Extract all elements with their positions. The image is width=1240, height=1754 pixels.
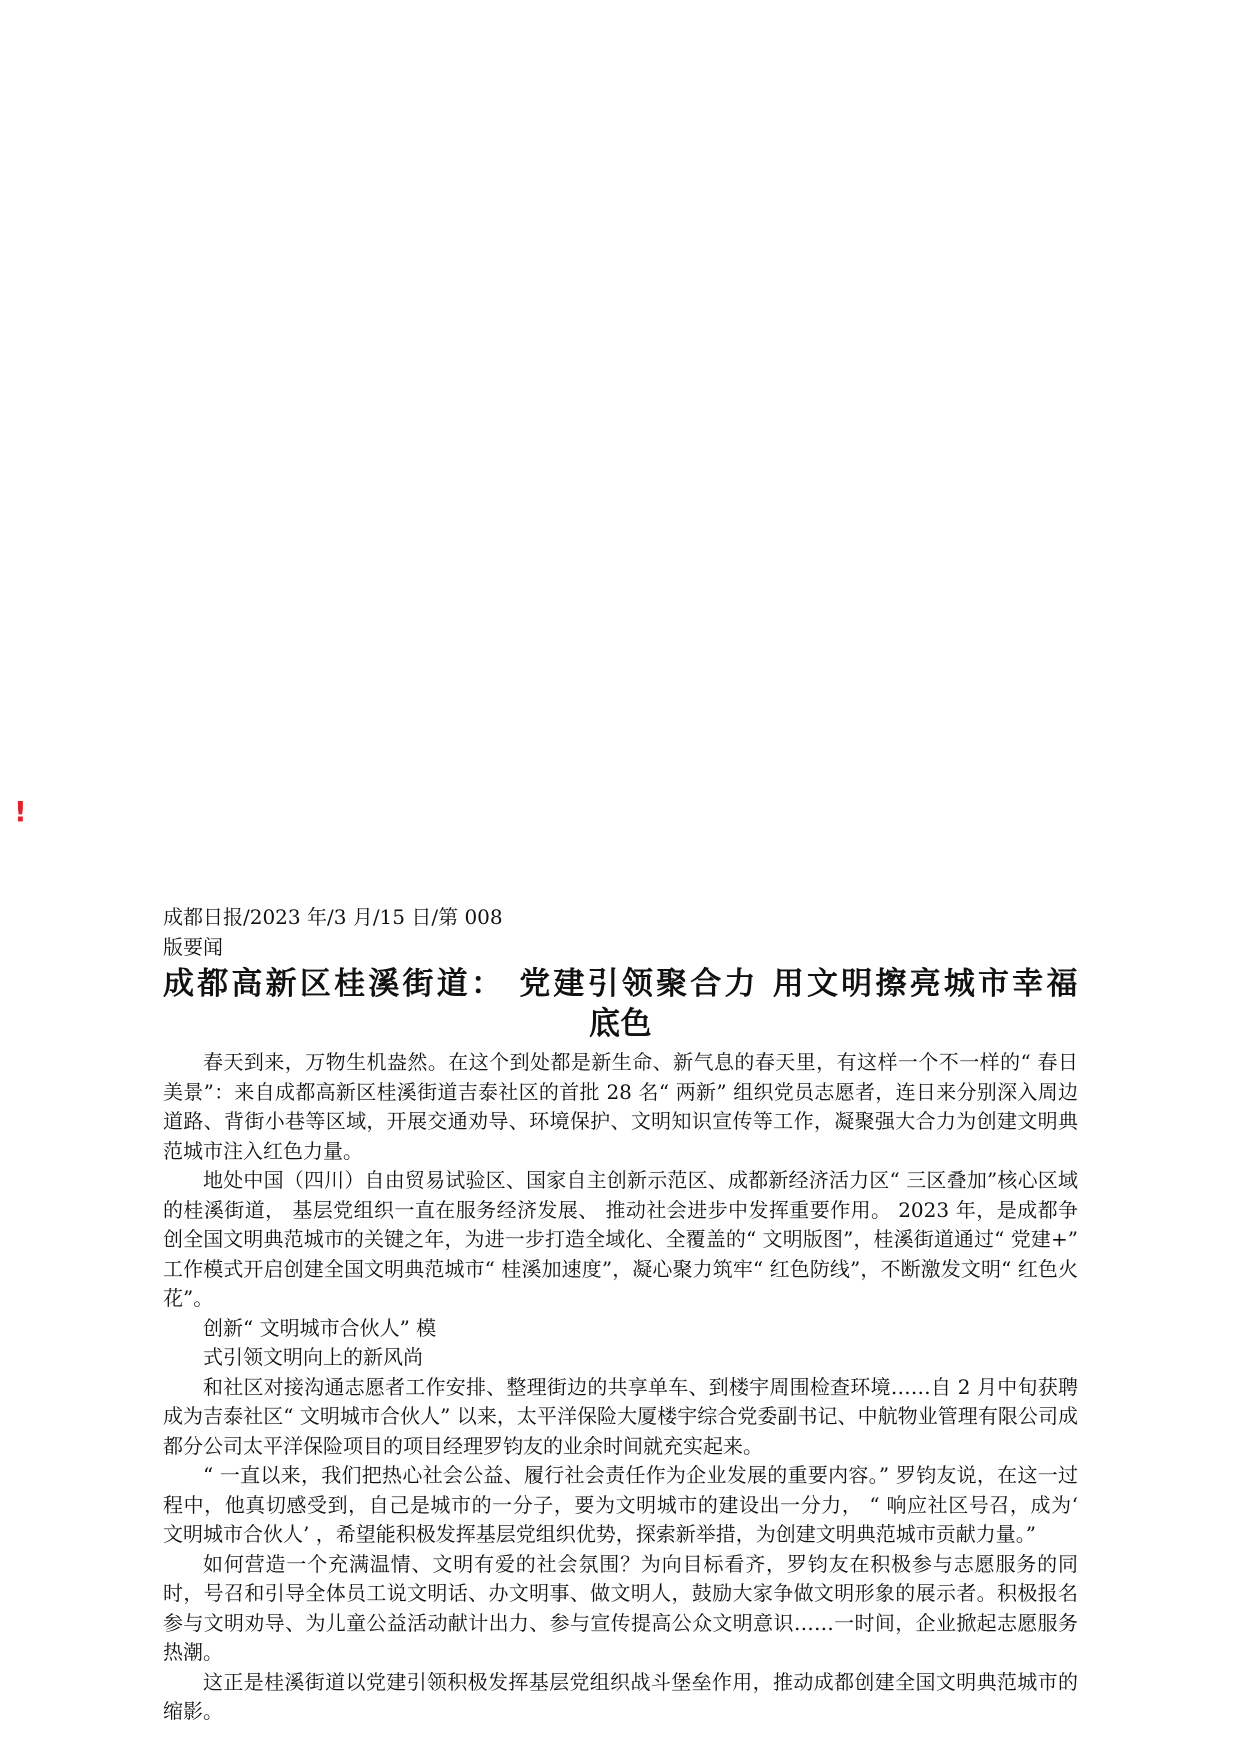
title-line-1: 成都高新区桂溪街道： 党建引领聚合力 用文明擦亮城市幸福 xyxy=(163,966,1078,1002)
article-body xyxy=(163,1048,1078,1727)
article-meta xyxy=(163,902,1078,962)
paragraph: 和社区对接沟通志愿者工作安排、整理街边的共享单车、到楼宇周围检查环境……自 2 月中旬获聘成为吉泰社区“ 文明城市合伙人” 以来，太平洋保险大厦楼宇综合党委副书记、中航物业管理有限公司成都分公司太平洋保险项目的项目经理罗钧友的业余时间就充实起来。 xyxy=(163,1374,1078,1458)
meta-section-line: 版要闻 xyxy=(163,935,223,959)
article xyxy=(163,902,1078,1727)
paragraph: “ 一直以来，我们把热心社会公益、履行社会责任作为企业发展的重要内容。” 罗钧友说，在这一过程中，他真切感受到，自己是城市的一分子，要为文明城市的建设出一分力， “ 响应社区号召，成为‘ 文明城市合伙人’ ，希望能积极发挥基层党组织优势，探索新举措，为创建文明典范城市贡献力量。” xyxy=(163,1463,1078,1546)
paragraph: 春天到来，万物生机盎然。在这个到处都是新生命、新气息的春天里，有这样一个不一样的“ 春日美景”：来自成都高新区桂溪街道吉泰社区的首批 28 名“ 两新” 组织党员志愿者，连日来分别深入周边道路、背街小巷等区域，开展交通劝导、环境保护、文明知识宣传等工作，凝聚强大合力为创建文明典范城市注入红色力量。 xyxy=(163,1050,1078,1163)
paragraph: 地处中国（四川）自由贸易试验区、国家自主创新示范区、成都新经济活力区“ 三区叠加”核心区域的桂溪街道， 基层党组织一直在服务经济发展、 推动社会进步中发挥重要作用。 2023 年，是成都争创全国文明典范城市的关键之年，为进一步打造全域化、全覆盖的“ 文明版图”，桂溪街道通过“ 党建+” 工作模式开启创建全国文明典范城市“ 桂溪加速度”，凝心聚力筑牢“ 红色防线”，不断激发文明“ 红色火花”。 xyxy=(163,1168,1078,1310)
subheading-line-1: 创新“ 文明城市合伙人” 模 xyxy=(203,1315,437,1340)
title-line-2: 底色 xyxy=(589,1006,652,1042)
paragraph: 这正是桂溪街道以党建引领积极发挥基层党组织战斗堡垒作用，推动成都创建全国文明典范城市的缩影。 xyxy=(163,1669,1078,1723)
subheading-line-2: 式引领文明向上的新风尚 xyxy=(203,1345,423,1369)
article-title xyxy=(163,964,1078,1044)
meta-source-line: 成都日报/2023 年/3 月/15 日/第 008 xyxy=(163,905,503,929)
alert-mark: ! xyxy=(14,795,27,828)
paragraph: 如何营造一个充满温情、文明有爱的社会氛围？为向目标看齐，罗钧友在积极参与志愿服务的同时，号召和引导全体员工说文明话、办文明事、做文明人，鼓励大家争做文明形象的展示者。积极报名参与文明劝导、为儿童公益活动献计出力、参与宣传提高公众文明意识……一时间，企业掀起志愿服务热潮。 xyxy=(163,1551,1078,1664)
